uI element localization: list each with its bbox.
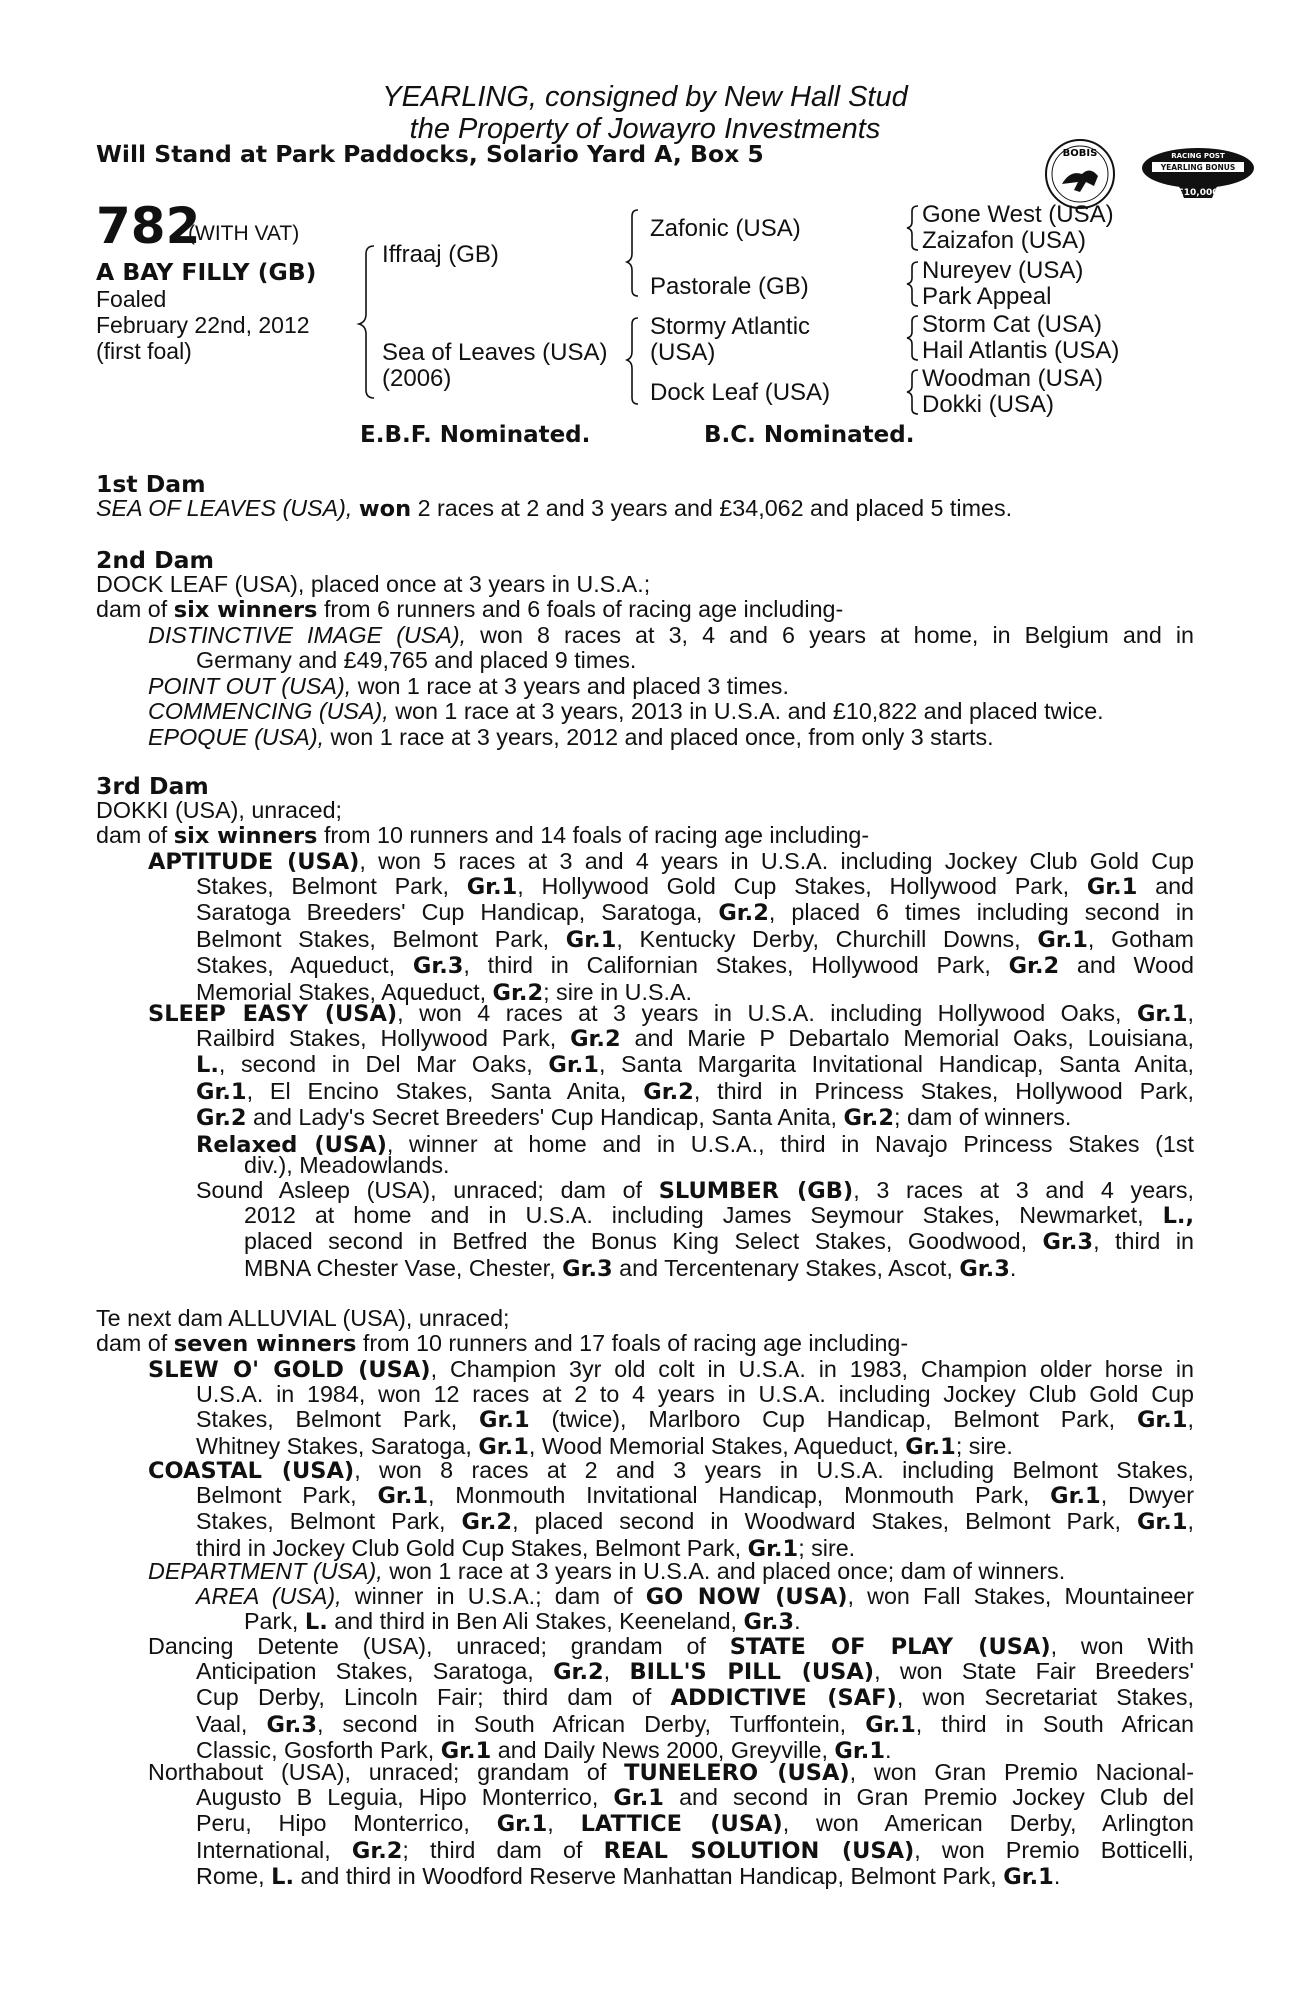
department-entry: DEPARTMENT (USA), won 1 race at 3 years in U.S.A. and placed once; dam of winners. <box>148 1558 1066 1584</box>
second-dam-heading: 2nd Dam <box>96 546 214 574</box>
dancing-detente-entry: Dancing Detente (USA), unraced; grandam of STATE OF PLAY (USA), won With <box>148 1633 1195 1660</box>
first-dam-rest: 2 races at 2 and 3 years and £34,062 and placed 5 times. <box>417 495 1013 521</box>
foaled-date: February 22nd, 2012 <box>96 312 310 338</box>
header-line-1: YEARLING, consigned by New Hall Stud <box>382 81 908 113</box>
area-details: Park, L. and third in Ben Ali Stakes, Keeneland, Gr.3. <box>244 1608 801 1635</box>
horse-name: A BAY FILLY (GB) <box>96 258 317 286</box>
gp-nureyev: Nureyev (USA) <box>922 257 1084 284</box>
relaxed-details: div.), Meadowlands. <box>244 1152 450 1178</box>
dam-sire-line1: Stormy Atlantic <box>650 313 811 340</box>
sound-asleep-details: 2012 at home and in U.S.A. including James Seymour Stakes, Newmarket, L., placed second in Betfred the Bonus King Select Stakes, Goodwood, Gr.3, third in MBNA Chester Vase, Chester, Gr.3 and Tercentenary Stakes, Ascot, Gr.3. <box>244 1202 1194 1282</box>
first-dam-heading: 1st Dam <box>96 470 206 498</box>
coastal-entry: COASTAL (USA), won 8 races at 2 and 3 years in U.S.A. including Belmont Stakes, <box>148 1457 1194 1484</box>
bonus-amount-text: £10,000 <box>1177 188 1219 198</box>
second-dam-progeny: DISTINCTIVE IMAGE (USA), won 8 races at 3, 4 and 6 years at home, in Belgium and in Germany and £49,765 and placed 9 times. POINT OUT (USA), won 1 race at 3 years and placed 3 times. COMMENCING (USA), won 1 race at 3 years, 2013 in U.S.A. and £10,822 and placed twice. EPOQUE (USA), won 1 race at 3 years, 2012 and placed once, from only 3 starts. <box>148 622 1194 750</box>
sound-asleep-entry: Sound Asleep (USA), unraced; dam of SLUMBER (GB), 3 races at 3 and 4 years, <box>196 1177 1194 1204</box>
ebf-nominated: E.B.F. Nominated. <box>360 422 591 448</box>
third-dam-text: DOKKI (USA), unraced; dam of six winners from 10 runners and 14 foals of racing age including- <box>96 797 870 850</box>
gp-woodman: Woodman (USA) <box>922 365 1103 392</box>
sire-sire: Zafonic (USA) <box>650 215 801 242</box>
sire-name: Iffraaj (GB) <box>382 241 499 268</box>
coastal-details: Belmont Park, Gr.1, Monmouth Invitational Handicap, Monmouth Park, Gr.1, Dwyer Stakes, Belmont Park, Gr.2, placed second in Woodward Stakes, Belmont Park, Gr.1, third in Jockey Club Gold Cup Stakes, Belmont Park, Gr.1; sire. <box>196 1482 1194 1562</box>
foaled-label: Foaled <box>96 286 167 312</box>
next-dam-text: Te next dam ALLUVIAL (USA), unraced; dam of seven winners from 10 runners and 17 foals of racing age including- <box>96 1305 909 1358</box>
northabout-entry: Northabout (USA), unraced; grandam of TUNELERO (USA), won Gran Premio Nacional- <box>148 1759 1194 1786</box>
gp-hail-atlantis: Hail Atlantis (USA) <box>922 337 1120 364</box>
gp-gone-west: Gone West (USA) <box>922 201 1114 228</box>
third-dam-heading: 3rd Dam <box>96 772 209 800</box>
foal-note: (first foal) <box>96 338 192 364</box>
gp-zaizafon: Zaizafon (USA) <box>922 227 1087 254</box>
dam-name: Sea of Leaves (USA) <box>382 339 608 366</box>
sire-dam: Pastorale (GB) <box>650 273 809 300</box>
dam-year: (2006) <box>382 365 452 392</box>
second-dam-text: DOCK LEAF (USA), placed once at 3 years in U.S.A.; dam of six winners from 6 runners and 6 foals of racing age including- <box>96 572 1194 624</box>
dam-dam: Dock Leaf (USA) <box>650 379 831 406</box>
lot-number: 782 <box>96 197 201 255</box>
slew-o-gold-details: U.S.A. in 1984, won 12 races at 2 to 4 years in U.S.A. including Jockey Club Gold Cup Stakes, Belmont Park, Gr.1 (twice), Marlboro Cup Handicap, Belmont Park, Gr.1, Whitney Stakes, Saratoga, Gr.1, Wood Memorial Stakes, Aqueduct, Gr.1; sire. <box>196 1381 1194 1460</box>
second-dam-intro: DOCK LEAF (USA), placed once at 3 years in U.S.A.; <box>96 571 651 597</box>
aptitude-details: Stakes, Belmont Park, Gr.1, Hollywood Gold Cup Stakes, Hollywood Park, Gr.1 and Saratoga Breeders' Cup Handicap, Saratoga, Gr.2, placed 6 times including second in Belmont Stakes, Belmont Park, Gr.1, Kentucky Derby, Churchill Downs, Gr.1, Gotham Stakes, Aqueduct, Gr.3, third in Californian Stakes, Hollywood Park, Gr.2 and Wood Memorial Stakes, Aqueduct, Gr.2; sire in U.S.A. <box>196 873 1194 1006</box>
gp-dokki: Dokki (USA) <box>922 391 1055 418</box>
first-dam-text <box>96 496 1194 522</box>
header-line-2: the Property of Jowayro Investments <box>409 113 881 145</box>
racing-post-text: RACING POST <box>1171 152 1225 160</box>
aptitude-entry: APTITUDE (USA), won 5 races at 3 and 4 years in U.S.A. including Jockey Club Gold Cup <box>148 848 1194 875</box>
dam-sire-line2: (USA) <box>650 339 716 366</box>
first-dam-name: SEA OF LEAVES (USA), <box>96 495 353 521</box>
bc-nominated: B.C. Nominated. <box>704 422 915 448</box>
vat-label: (WITH VAT) <box>188 222 300 245</box>
sleep-easy-entry: SLEEP EASY (USA), won 4 races at 3 years in U.S.A. including Hollywood Oaks, Gr.1, <box>148 1000 1194 1027</box>
gp-park-appeal: Park Appeal <box>922 283 1052 310</box>
gp-storm-cat: Storm Cat (USA) <box>922 311 1103 338</box>
dancing-detente-details: Anticipation Stakes, Saratoga, Gr.2, BILL'S PILL (USA), won State Fair Breeders' Cup Derby, Lincoln Fair; third dam of ADDICTIVE (SAF), won Secretariat Stakes, Vaal, Gr.3, second in South African Derby, Turffontein, Gr.1, third in South African Classic, Gosforth Park, Gr.1 and Daily News 2000, Greyville, Gr.1. <box>196 1658 1195 1765</box>
stand-location: Will Stand at Park Paddocks, Solario Yard A, Box 5 <box>96 140 764 168</box>
sleep-easy-details: Railbird Stakes, Hollywood Park, Gr.2 and Marie P Debartalo Memorial Oaks, Louisiana, L., second in Del Mar Oaks, Gr.1, Santa Margarita Invitational Handicap, Santa Anita, Gr.1, El Encino Stakes, Santa Anita, Gr.2, third in Princess Stakes, Hollywood Park, Gr.2 and Lady's Secret Breeders' Cup Handicap, Santa Anita, Gr.2; dam of winners. Relaxed (USA), winner at home and in U.S.A., third in Navajo Princess Stakes (1st <box>196 1025 1194 1158</box>
northabout-details: Augusto B Leguia, Hipo Monterrico, Gr.1 and second in Gran Premio Jockey Club del Peru, Hipo Monterrico, Gr.1, LATTICE (USA), won American Derby, Arlington International, Gr.2; third dam of REAL SOLUTION (USA), won Premio Botticelli, Rome, L. and third in Woodford Reserve Manhattan Handicap, Belmont Park, Gr.1. <box>196 1784 1194 1891</box>
bobis-text: BOBIS <box>1062 148 1098 159</box>
yearling-bonus-text: YEARLING BONUS <box>1160 163 1236 172</box>
area-entry: AREA (USA), winner in U.S.A.; dam of GO NOW (USA), won Fall Stakes, Mountaineer <box>196 1583 1194 1610</box>
won-label: won <box>358 496 412 522</box>
slew-o-gold-entry: SLEW O' GOLD (USA), Champion 3yr old colt in U.S.A. in 1983, Champion older horse in <box>148 1356 1195 1383</box>
